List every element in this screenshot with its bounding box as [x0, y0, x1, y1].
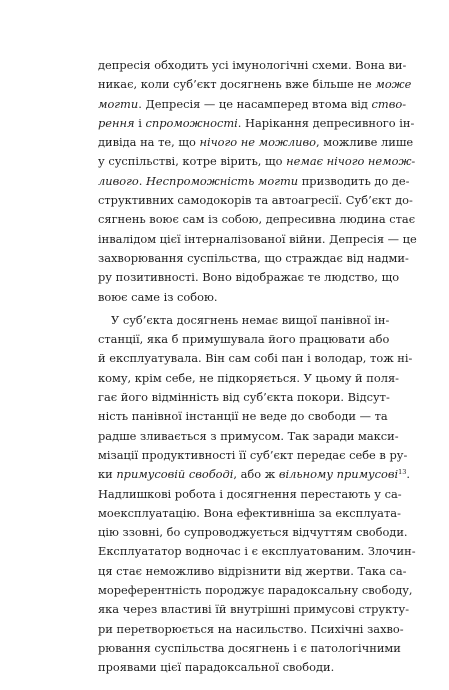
- body-text: [98, 56, 417, 678]
- text-run: захворювання суспільства, що страждає від надми-: [98, 250, 409, 265]
- text-run: у суспільстві, котре вірить, що: [98, 154, 287, 169]
- emphasis: вільному примусові: [278, 467, 399, 482]
- text-line: [98, 114, 415, 133]
- text-line: [98, 95, 407, 114]
- text-line: [98, 330, 390, 349]
- text-line: [98, 465, 411, 484]
- text-line: [98, 249, 409, 268]
- text-line: [98, 191, 413, 210]
- text-line: [98, 311, 390, 330]
- text-run: радше зливається з примусом. Так заради макси-: [98, 428, 399, 443]
- text-run: інвалідом цієї інтерналізованої війни. Депресія — це: [98, 231, 417, 246]
- text-line: [98, 152, 416, 171]
- emphasis: Неспроможність могти: [145, 173, 299, 188]
- text-line: [98, 620, 404, 639]
- text-run: .: [406, 467, 411, 482]
- text-line: [98, 56, 407, 75]
- text-line: [98, 504, 401, 523]
- text-run: . Нарікання депресивного ін-: [237, 115, 415, 130]
- text-run: ри перетворюється на насильство. Психічні захво-: [98, 621, 404, 636]
- emphasis: нічого не можливо: [199, 135, 316, 150]
- text-run: і: [134, 115, 146, 130]
- text-run: Надлишкові робота і досягнення перестають у са-: [98, 486, 402, 501]
- text-line: [98, 446, 408, 465]
- text-line: [98, 349, 413, 368]
- text-run: депресія обходить усі імунологічні схеми. Вона ви-: [98, 58, 407, 72]
- text-run: станції, яка б примушувала його працювати або: [98, 332, 390, 347]
- text-line: [98, 288, 381, 307]
- text-line: [98, 562, 407, 581]
- text-run: мізації продуктивності її суб’єкт передає себе в ру-: [98, 447, 408, 462]
- text-line: [98, 658, 381, 677]
- text-run: цію ззовні, бо супроводжується відчуттям свободи.: [98, 525, 408, 540]
- text-run: структивних самодокорів та автоагресії. Суб’єкт до-: [98, 193, 413, 208]
- text-run: У суб’єкта досягнень немає вищої панівної ін-: [111, 312, 390, 327]
- text-line: [98, 369, 399, 388]
- text-line: [98, 75, 412, 94]
- text-line: [98, 172, 410, 191]
- text-line: [98, 427, 399, 446]
- emphasis: могти: [98, 96, 139, 111]
- text-run: рювання суспільства досягнень і є патологічними: [98, 640, 401, 655]
- text-run: ність панівної інстанції не веде до свободи — та: [98, 409, 388, 424]
- text-run: гає його відмінність від суб’єкта покори. Відсут-: [98, 390, 390, 405]
- text-line: [98, 542, 416, 561]
- text-run: проявами цієї парадоксальної свободи.: [98, 660, 335, 675]
- text-run: призводить до де-: [298, 173, 410, 188]
- emphasis: примусовій свободі: [116, 467, 234, 482]
- text-run: й експлуатувала. Він сам собі пан і володар, тож ні-: [98, 351, 413, 366]
- text-run: , або ж: [233, 467, 279, 482]
- text-run: ця стає неможливо відрізнити від жертви. Така са-: [98, 563, 407, 578]
- text-run: сягнень воює сам із собою, депресивна людина стає: [98, 212, 416, 227]
- text-run: моексплуатацію. Вона ефективніша за експлуата-: [98, 505, 401, 520]
- text-run: .: [138, 173, 146, 188]
- text-run: никає, коли суб’єкт досягнень вже більше не: [98, 77, 376, 92]
- emphasis: немає нічого немож-: [286, 154, 416, 169]
- text-line: [98, 523, 408, 542]
- text-line: [98, 581, 413, 600]
- text-run: ки: [98, 467, 117, 482]
- text-line: [98, 133, 414, 152]
- text-line: [98, 230, 417, 249]
- emphasis: спроможності: [145, 115, 238, 130]
- text-line: [98, 485, 402, 504]
- emphasis: рення: [98, 115, 135, 130]
- footnote-ref: 13: [398, 468, 407, 477]
- text-line: [98, 210, 416, 229]
- text-run: Експлуататор водночас і є експлуатованим. Злочин-: [98, 544, 416, 559]
- text-line: [98, 388, 390, 407]
- text-run: дивіда на те, що: [98, 135, 200, 150]
- paragraph: [98, 56, 417, 307]
- text-run: . Депресія — це насамперед втома від: [138, 96, 372, 111]
- text-line: [98, 600, 410, 619]
- emphasis: ство-: [371, 96, 407, 111]
- paragraph: [98, 311, 416, 678]
- text-run: ру позитивності. Воно відображає те людство, що: [98, 270, 400, 285]
- text-line: [98, 407, 388, 426]
- text-run: , можливе лише: [315, 135, 414, 150]
- text-run: мореферентність породжує парадоксальну свободу,: [98, 583, 413, 598]
- text-run: кому, крім себе, не підкоряється. У цьому й поля-: [98, 370, 399, 385]
- text-run: яка через властиві їй внутрішні примусові структу-: [98, 602, 410, 617]
- text-line: [98, 639, 401, 658]
- emphasis: ливого: [98, 173, 139, 188]
- text-line: [98, 268, 400, 287]
- text-run: воює саме із собою.: [98, 289, 218, 304]
- emphasis: може: [375, 77, 412, 92]
